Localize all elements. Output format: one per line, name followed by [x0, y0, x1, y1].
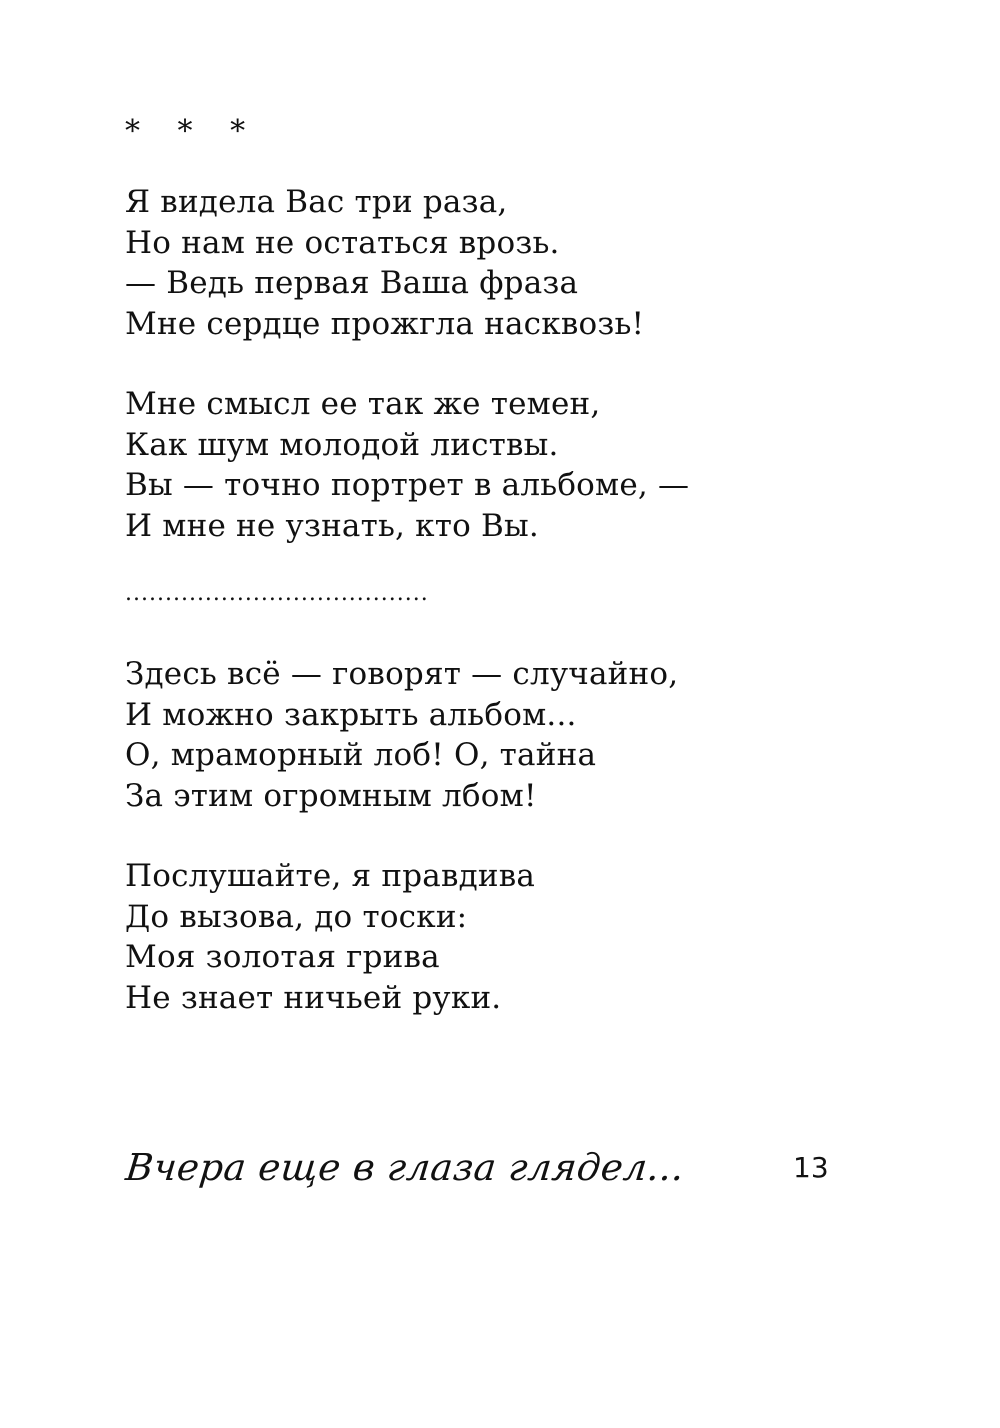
stanza-2 — [125, 384, 845, 546]
poem-line: И мне не узнать, кто Вы. — [125, 507, 539, 544]
page-number: 13 — [793, 1151, 829, 1184]
poem-line: Как шум молодой листвы. — [125, 426, 559, 463]
poem-line: Я видела Вас три раза, — [125, 184, 508, 220]
poem — [125, 112, 845, 1058]
poem-line: Здесь всё — говорят — случайно, — [125, 656, 679, 692]
poem-line: За этим огромным лбом! — [125, 777, 537, 814]
poem-line: Но нам не остаться врозь. — [125, 224, 560, 261]
poem-line: Не знает ничьей руки. — [125, 979, 502, 1016]
stanza-4 — [125, 856, 845, 1018]
omission-dots: ...................................... — [125, 581, 429, 606]
poem-line: Мне сердце прожгла насквозь! — [125, 305, 645, 342]
poem-line: Послушайте, я правдива — [125, 858, 536, 894]
poem-line: О, мраморный лоб! О, тайна — [125, 737, 597, 773]
poem-line: Моя золотая грива — [125, 939, 440, 975]
poem-line: — Ведь первая Ваша фраза — [125, 265, 579, 301]
poem-line: Мне смысл ее так же темен, — [125, 386, 601, 422]
stanza-1 — [125, 182, 845, 344]
poem-line: Вы — точно портрет в альбоме, — — [125, 467, 690, 503]
section-separator-asterisks: * * * — [125, 114, 260, 149]
poem-line: До вызова, до тоски: — [125, 898, 468, 935]
stanza-3 — [125, 654, 845, 816]
poem-line: И можно закрыть альбом... — [125, 696, 577, 733]
running-footer-book-title: Вчера еще в глаза глядел... — [123, 1146, 687, 1189]
